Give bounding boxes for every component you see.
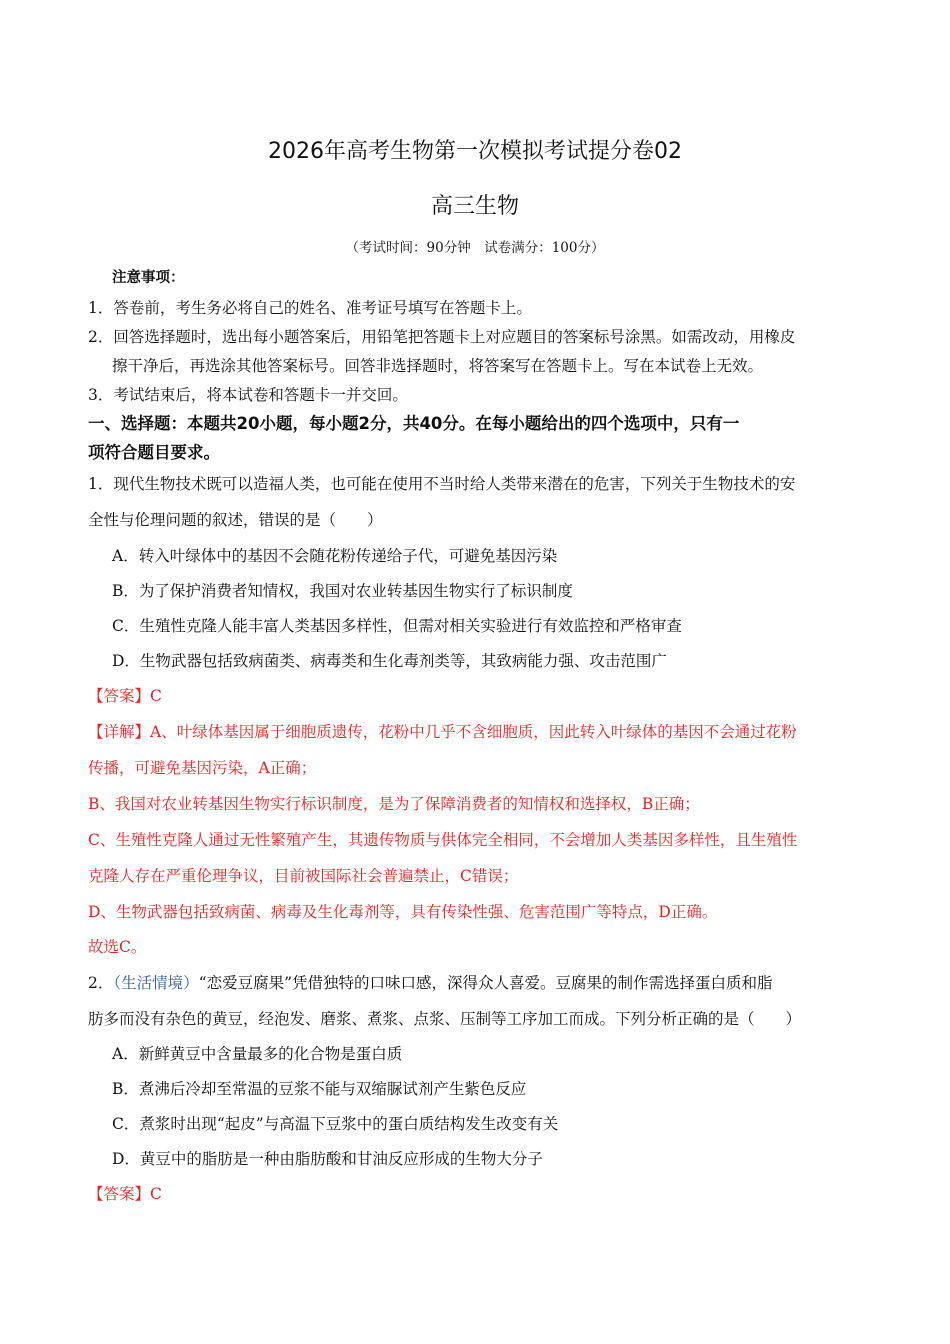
q2-option-c: C．煮浆时出现“起皮”与高温下豆浆中的蛋白质结构发生改变有关: [112, 1115, 559, 1133]
q1-option-c: C．生殖性克隆人能丰富人类基因多样性，但需对相关实验进行有效监控和严格审查: [112, 617, 682, 635]
section-heading-line2: 项符合题目要求。: [88, 443, 220, 462]
q1-explain-line2: 传播，可避免基因污染，A正确；: [88, 759, 317, 777]
q2-context-tag: （生活情境）: [113, 974, 199, 992]
exam-subtitle: 高三生物: [430, 194, 519, 219]
q2-stem-line1: [88, 973, 773, 993]
q1-stem-line1: 1．现代生物技术既可以造福人类，也可能在使用不当时给人类带来潜在的危害，下列关于生物技术的安: [88, 475, 796, 493]
notice-heading: 注意事项：: [112, 270, 185, 286]
q1-answer: 【答案】C: [88, 687, 162, 705]
q2-number: 2．: [88, 974, 114, 992]
q1-explain-line5: 克隆人存在严重伦理争议，目前被国际社会普遍禁止，C错误；: [88, 867, 519, 885]
q1-option-b: B．为了保护消费者知情权，我国对农业转基因生物实行了标识制度: [112, 582, 573, 600]
q1-explain-line6: D、生物武器包括致病菌、病毒及生化毒剂等，具有传染性强、危害范围广等特点，D正确。: [88, 903, 718, 921]
notice-item-3: 3．考试结束后，将本试卷和答题卡一并交回。: [88, 386, 408, 404]
notice-item-2-line2: 擦干净后，再选涂其他答案标号。回答非选择题时，将答案写在答题卡上。写在本试卷上无效。: [112, 357, 764, 375]
q2-stem-line2: 肪多而没有杂色的黄豆，经泡发、磨浆、煮浆、点浆、压制等工序加工而成。下列分析正确的是（ ）: [88, 1010, 802, 1028]
q1-explain-line3: B、我国对农业转基因生物实行标识制度，是为了保障消费者的知情权和选择权，B正确；: [88, 795, 700, 813]
q2-option-a: A．新鲜黄豆中含量最多的化合物是蛋白质: [112, 1045, 403, 1063]
q1-explain-line4: C、生殖性克隆人通过无性繁殖产生，其遗传物质与供体完全相同，不会增加人类基因多样性，且生殖性: [88, 831, 798, 849]
q2-option-d: D．黄豆中的脂肪是一种由脂肪酸和甘油反应形成的生物大分子: [112, 1150, 543, 1168]
exam-info: （考试时间：90分钟 试卷满分：100分）: [345, 240, 605, 256]
q2-option-b: B．煮沸后冷却至常温的豆浆不能与双缩脲试剂产生紫色反应: [112, 1080, 527, 1098]
q2-stem-text: “恋爱豆腐果”凭借独特的口味口感，深得众人喜爱。豆腐果的制作需选择蛋白质和脂: [198, 974, 773, 992]
section-heading-line1: 一、选择题：本题共20小题，每小题2分，共40分。在每小题给出的四个选项中，只有一: [88, 414, 740, 433]
q1-conclusion: 故选C。: [88, 938, 147, 956]
notice-item-1: 1．答卷前，考生务必将自己的姓名、准考证号填写在答题卡上。: [88, 299, 532, 317]
q1-explain-line1: 【详解】A、叶绿体基因属于细胞质遗传，花粉中几乎不含细胞质，因此转入叶绿体的基因不会通过花粉: [88, 723, 797, 741]
q1-stem-line2: 全性与伦理问题的叙述，错误的是（ ）: [88, 511, 383, 529]
notice-item-2-line1: 2．回答选择题时，选出每小题答案后，用铅笔把答题卡上对应题目的答案标号涂黑。如需改动，用橡皮: [88, 328, 796, 346]
q1-option-d: D．生物武器包括致病菌类、病毒类和生化毒剂类等，其致病能力强、攻击范围广: [112, 652, 667, 670]
q1-option-a: A．转入叶绿体中的基因不会随花粉传递给子代，可避免基因污染: [112, 547, 558, 565]
q2-answer: 【答案】C: [88, 1185, 162, 1203]
exam-title: 2026年高考生物第一次模拟考试提分卷02: [268, 139, 682, 164]
